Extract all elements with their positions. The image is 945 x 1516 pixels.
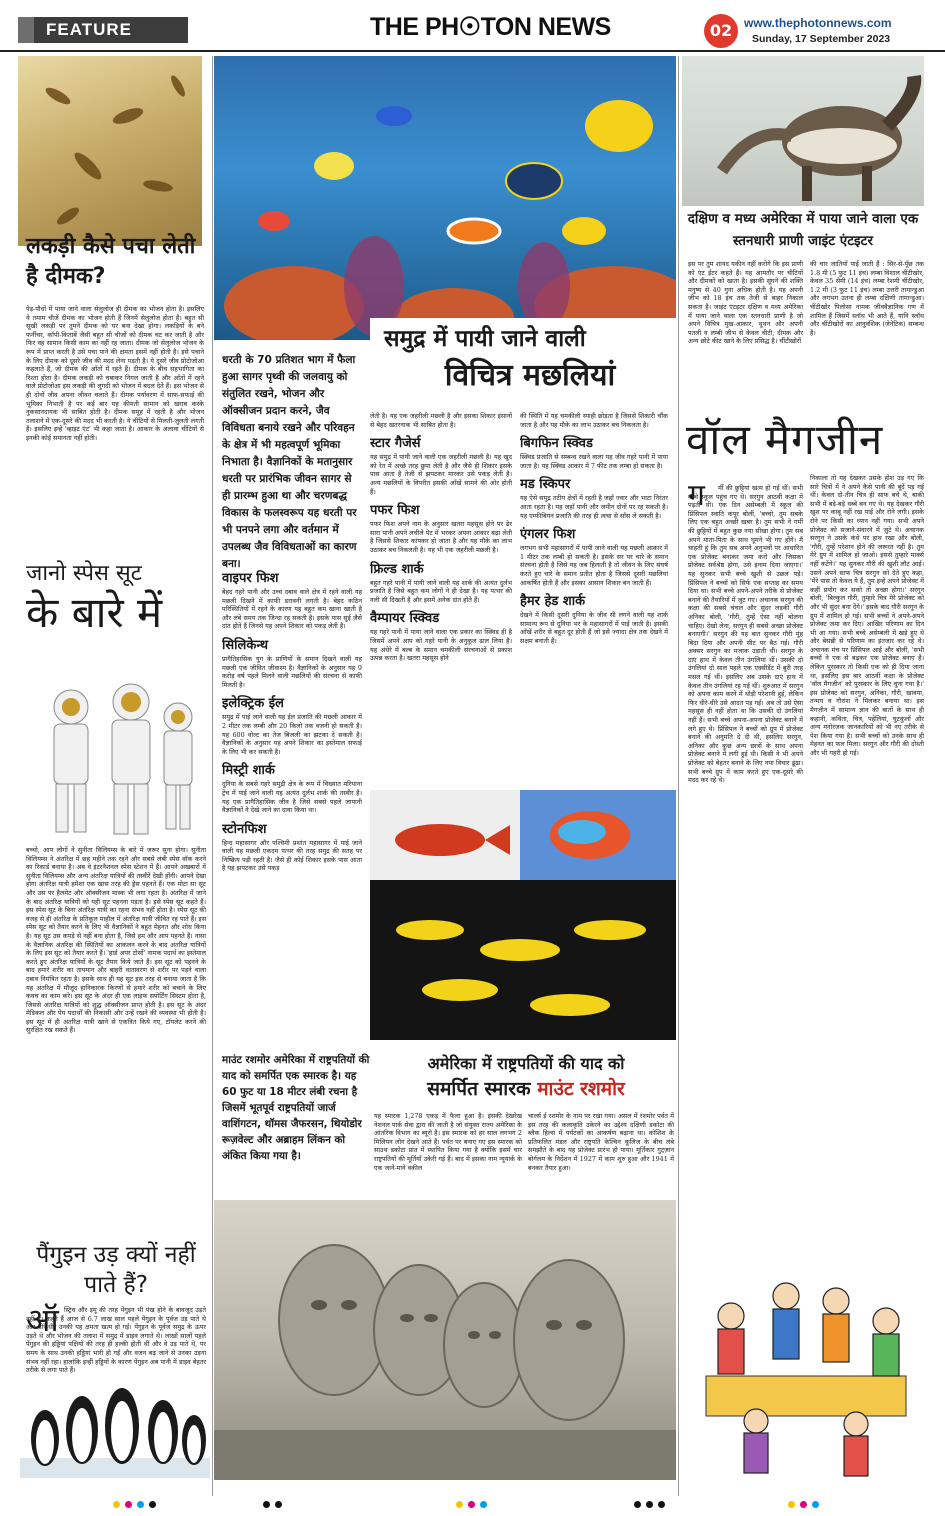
fish-entry-stonefish — [222, 819, 362, 873]
fish-entry-title: हैमर हेड शार्क — [520, 594, 586, 610]
wall-magazine-body-2: निकाला तो यह देखकर उसके होश उड़ गए कि सारे चित्रों में ने अपने कैसे पानी की बूंदें पड़ गई थीं। केवल दो-तीन चित्र ही साफ बचे थे, बाकी सभी में बड़े-बड़े धब्बे बन गए थे। यह देखकर गौरी खुश पर काबू नहीं रख पाई और रोने लगी। इसके रोने पर किसी का ध्यान नहीं गया। सभी अपने प्रोजेक्ट को सजाने-संवारने में जुटे थे। अचानक सरगुन ने उसके कंधे पर हाथ रखा और बोली, 'गौरी, तुम्हें परेशान होने की जरूरत नहीं है। तुम मेरे ग्रुप में शामिल हो जाओ। इससे तुम्हारे मार्क्स नहीं कटेंगे।' यह सुनकर गौरी की खुशी लौट आई। उसने अपने साफ चित्र सरगुन को देते हुए कहा, 'मेरे पास तो केवल ये हैं, तुम इन्हें अपने प्रोजेक्ट में कहीं प्रयोग कर सको तो अच्छा होगा।' सरगुन बोली, 'बिल्कुल गौरी, तुम्हारे चित्र मेरे प्रोजेक्ट को और भी सुंदर बना देंगे।' इसके बाद गौरी सरगुन के ग्रुप में शामिल हो गई। सभी बच्चों ने अपने-अपने प्रोजेक्ट जमा कर दिए। आखिर परिणाम का दिन भी आ गया। सभी बच्चे असेम्बली में खड़े हुए थे और बेसब्री से परिणाम का इंतजार कर रहे थे। अचानक मंच पर प्रिंसिपल आईं और बोलीं, 'सभी बच्चों ने एक से बढ़कर एक प्रोजेक्ट बनाए हैं। लेकिन पुरस्कार तो किसी एक को ही दिया जाना था, इसलिए इस बार आठवीं कक्षा के प्रोजेक्ट 'वॉल मैगजीन' को पुरस्कार के लिए चुना गया है।' इस प्रोजेक्ट को सरगुन, अनिका, गौरी, खावया, तन्मय व गौरांश ने मिलकर बनाया था। इस मैगजीन में सामान्य ज्ञान की बातों के साथ ही कहानी, कविता, चित्र, पहेलियां, चुटकुलों और अन्य मनोरंजक जानकारियों को भी नए तरीके से पेश किया गया है। सभी बच्चों को उनके साथ ही मेहनत का फल मिला। सरगुन और गौरी की दोस्ती और भी गहरी हो गई। — [810, 474, 924, 757]
registration-dot — [812, 1501, 819, 1508]
registration-dot — [634, 1501, 641, 1508]
penguin-body: स्ट्रिच और इमू की तरह पेंगुइन भी पंख होने के बावजूद उड़ते नहीं हैं। कहते हैं आज से 6.7 लाख साल पहले पेंगुइन के पूर्वज उड़ पाते थे और धीरे-धीरे उनकी यह क्षमता खत्म हो गई। पेंगुइन के पूर्वज समुद्र के ऊपर उड़ते थे और भोजन की तलाश में समुद्र में डाइव लगाते थे। लाखों सालों पहले पेंगुइन की हड्डियां पक्षियों की तरह ही हल्की होती थीं और वे उड़ पाते थे, पर समय के साथ उनकी हड्डियां भारी हो गईं और वजन बढ़ जाने से उनका उड़ना संभव नहीं रहा। हालांकि इन्हीं हड्डियों के कारण पेंगुइन अब पानी में डाइव बेहतर तरीके से लगा पाते हैं। — [26, 1306, 206, 1375]
fish-entry-title: वाइपर फिश — [222, 571, 279, 586]
penguin-photo — [20, 1368, 210, 1478]
fish-headline-box — [370, 318, 676, 400]
fish-entry-text: लगभग सभी महासागरों में पायी जाने वाली यह मछली आकार में 1 मीटर तक लम्बी हो सकती है। इसके सर पर चारे के समान संरचना होती है जिसे यह जब हिलाती है तो जीवन के लिए संघर्ष करते हुए चारे के समान प्रतीत होता है जिससे दूसरी मछलियां आकर्षित होती हैं और इसका आसान शिकार बन जाती हैं। — [520, 544, 668, 587]
spacesuit-headline-bottom: के बारे में — [26, 588, 163, 637]
spacesuit-headline-top: जानो स्पेस सूट — [26, 561, 142, 586]
fish-headline-line2: विचित्र मछलियां — [444, 358, 616, 393]
children-drawing — [686, 1246, 924, 1480]
fish-entry-title: मड स्किपर — [520, 477, 571, 493]
fish-collage-illustration — [370, 790, 676, 1040]
rushmore-headline — [378, 1052, 674, 1102]
fish-headline-line1: समुद्र में पायी जाने वाली — [384, 326, 586, 352]
fish-entry-text: समुद्र में पाई जाने वाली यह ईल प्रजाति की मछली आकार में 2 मीटर तक लम्बी और 20 किलो तक वजनी हो सकती है। यह 600 वोल्ट का तेज बिजली का झटका दे सकती है। वैज्ञानिकों के अनुसार यह अपने शिकार का इस्तेमाल सफाई के लिए भी कर सकती है। — [222, 713, 362, 756]
fish-entry-text: यह गहरे पानी में पाया जाने वाला एक प्रकार का स्क्विड ही है जिसमें अपने आप को गहरे पानी के अनुकूल ढाल लिया है। यह अंधेरे में बल्ब के समान चमकीली संरचनाओं से प्रकाश उत्पन्न करता है। खतरा महसूस होने — [370, 628, 512, 663]
registration-dot — [658, 1501, 665, 1508]
fish-entry-electric-eel — [222, 693, 362, 756]
fish-entry-text: हिन्द महासागर और पश्चिमी प्रशांत महासागर में पाई जाने वाली यह मछली एकदम पत्थर की तरह समुद्र की सतह पर निष्क्रिय पड़ी रहती है। जैसे ही कोई शिकार इसके पास आता है यह झपटकर उसे पकड़ — [222, 838, 362, 873]
penguin-illustration — [20, 1368, 210, 1478]
wall-magazine-headline: वॉल मैगजीन — [686, 415, 884, 464]
rushmore-headline-line2a: समर्पित स्मारक — [427, 1078, 538, 1100]
fish-column-1 — [222, 564, 362, 1042]
astronaut-illustration — [26, 672, 206, 842]
wall-magazine-body-1: र्मी की छुट्टियां खत्म हो गई थीं। सभी बच्चे स्कूल पहुंच गए थे। सरगुन आठवीं कक्षा में पढ़ती थी। एक दिन असेम्बली में स्कूल की प्रिंसिपल स्वाति कपूर बोलीं, 'बच्चो, तुम सबके लिए एक बहुत अच्छी खबर है। तुम सभी ने गर्मी की छुट्टियों में बहुत कुछ नया सीखा होगा। तुम सब अपने माता-पिता के साथ घूमने भी गए होंगे। मैं चाहती हूं कि तुम सब अपने अनुभवों पर आधारित एक प्रोजेक्ट बनाकर जमा करो और जिसका प्रोजेक्ट सर्वश्रेष्ठ होगा, उसे इनाम दिया जाएगा।' यह सुनकर सभी बच्चे खुशी से उछल पड़े। प्रिंसिपल ने बच्चों को सिर्फ एक सप्ताह का समय दिया था। सभी बच्चे अपने-अपने तरीके से प्रोजेक्ट बनाने की तैयारियों में जुट गए। अचानक सरगुन की कक्षा की सबसे चंचल और सुंदर लड़की गौरी अनिका बोली, 'गौरी, तुम्हें ऐसा नहीं बोलना चाहिए। देखो लेना, सरगुन ही सबसे अच्छा प्रोजेक्ट बनाएगी।' सरगुन की यह बात सुनकर गौरी मुंह बिदा दिया और अपनी सीट पर बैठ गई। गौरी अक्सर सरगुन का मजाक उड़ाती थी। सरगुन के दाएं हाथ में केवल तीन उंगलियां थीं। उसकी दो उंगलियां दो साल पहले एक एक्सीडेंट में बुरी तरह मसल गई थीं। इसलिए अब उसके दाएं हाथ में केवल तीन उंगलियां रह गई थीं। शुरुआत में सरगुन को अपना काम करने में थोड़ी परेशानी हुई, लेकिन फिर धीरे-धीरे उसे आदत पड़ गई। अब तो उसे ऐसा महसूस ही नहीं होता था कि उसकी दो उंगलियां नहीं हैं। सभी बच्चे अपना-अपना प्रोजेक्ट बनाने में लगे हुए थे। प्रिंसिपल ने बच्चों को ग्रुप में प्रोजेक्ट बनाने की अनुमति दे दी थी, इसलिए सरगुन, अनिका और कुछ अन्य छात्रों के साथ अपना प्रोजेक्ट बनाने में लगी हुई थी। किसी ने भी अपने प्रोजेक्ट को बेहतर बनाने के लिए नया विचार ढूंढा। सभी बच्चे ग्रुप में काम करते हुए एक-दूसरे की मदद कर रहे थे। — [688, 484, 803, 785]
wall-magazine-drop-cap: ग — [688, 478, 705, 513]
fish-column-3-lead: की स्थिति में यह चमकीली स्याही छोड़ता है जिससे शिकारी चौंक जाता है और यह मौके का लाभ उठाकर बच निकलता है। — [520, 412, 668, 429]
fish-entry-title: स्टोनफिश — [222, 821, 267, 837]
fish-entry-text: प्रागैतिहासिक युग के प्राणियों के समान दिखने वाली यह मछली एक जीवित जीवाश्म है। वैज्ञानिकों के अनुसार यह 9 करोड़ वर्ष पहले मिलने वाली मछलियों की संरचना से काफी मिलती है। — [222, 654, 362, 689]
fish-entry-text: देखने में किसी दूसरी दुनिया के जीव सी लगने वाली यह शार्क सामान्य रूप से दुनिया भर के महासागरों में पाई जाती है। इसकी आँखें शरीर से बहुत दूर होती हैं जो इसे ज्यादा क्षेत्र तक देखने में सक्षम बनाती हैं। — [520, 611, 668, 645]
issue-date: Sunday, 17 September 2023 — [752, 33, 891, 45]
registration-dot — [113, 1501, 120, 1508]
registration-dot — [125, 1501, 132, 1508]
fish-entry-text: बहुत गहरे पानी में पायी जाने वाली यह शार्क की अत्यंत दुर्लभ प्रजाति है जिसे बहुत कम लोगों ने ही देखा है। यह पत्थर की नली सी दिखती है और इसमें अनेक दांत होते हैं। — [370, 578, 512, 604]
fish-entry-title: पफर फिश — [370, 503, 420, 519]
rushmore-photo — [214, 1200, 676, 1480]
fish-entry-text: बेहद गहरे पानी और उच्च दबाव वाले क्षेत्र में रहने वाली यह मछली दिखने में काफी डरावनी लगती है। बेहद कठिन परिस्थितियों में रहने के कारण यह बहुत कम खाना खाती है और लंबे समय तक जिन्दा रह सकती है। इसके पास सुई जैसे दांत होते हैं जिनसे यह अपने शिकार को पकड़ लेती है। — [222, 588, 362, 631]
registration-dot — [468, 1501, 475, 1508]
registration-dot — [456, 1501, 463, 1508]
fish-entry-frilled-shark — [370, 559, 512, 605]
fish-entry-title: एंगलर फिश — [520, 527, 576, 543]
anteater-body-1: इस पर तुम शायद यकीन नहीं करोगे कि इस प्राणी को एंट ईटर कहते हैं। यह आमतौर पर चीटियों और दीमकों को खाता है। इसकी सूंघने की शक्ति मनुष्य से 40 गुना अधिक होती है। यह अपनी जीभ को 18 इंच तक तेजी से बाहर निकाल सकता है। जाइंट एंटइटर दक्षिण व मध्य अमेरिका में पाया जाने वाला एक स्तनधारी प्राणी है जो अपने विचित्र मुख-आकार, थूथन और अपनी पतली व लम्बी जीभ से केवल चीटी, दीमक और अन्य छोटे कीट खाने के लिए प्रसिद्ध है। चींटीखोरों — [688, 260, 803, 346]
fish-column-2-lead: लेती है। यह एक जहरीली मछली है और इसका शिकार इंसानों से बेहद खतरनाक भी साबित होता है। — [370, 412, 512, 429]
fish-entry-title: मिस्ट्री शार्क — [222, 763, 275, 779]
fish-photo-collage — [370, 790, 676, 1040]
column-divider — [212, 56, 213, 1496]
registration-dot — [788, 1501, 795, 1508]
spacesuit-headline — [26, 560, 206, 638]
fish-entry-title: वैम्पायर स्क्विड — [370, 611, 440, 627]
termite-body: पेड़-पौधों में पाया जाने वाला सेलुलोज ही दीमक का भोजन होता है। इसलिए ये तमाम चीजें दीमक का भोजन होती हैं जिनमें सेलुलोज होता है। बहुत सी सूखी लकड़ी पर तुमने दीमक को घर बना देखा होगा। लकड़ियों के बने फर्नीचर, कॉपी-किताबें जैसी बहुत सी चीजों को दीमक चट कर जाती है और फिर वह सामान किसी काम का नहीं रह जाता। दीमक जो सेलुलोज भोजन के रूप में प्राप्त करती है उसे पचा पाने की क्षमता इसमें नहीं होती है। इसे पचाने के लिए दीमक को दूसरे जीव की मदद लेना पड़ती है। ये दूसरे जीव प्रोटोजोआ कहलाते हैं, जो दीमक की आँतों में रहते हैं। दीमक के बीच सहभागिता का रिश्ता होता है। दीमक लकड़ी को चबाकर निगल जाती है और आँतों में रहने वाले प्रोटोजोआ इस लकड़ी की लुगदी को भोजन में बदल देते हैं। इस भोजन से ही दोनों जीव अपना जीवन चलाते हैं। दीमक पर्यावरण में साफ-सफाई की भूमिका निभाती है पर कई बार यह कीमती सामान को खराब करके नुकसानदायक भी साबित होती है। दीमक समूह में रहती है और भोजन तलाशने में एक-दूसरे की मदद भी करती है। ये चींटियों से मिलती-जुलती लगती हैं। इसलिए इन्हें 'व्हाइट एंट' भी कहा जाता है। आकार के अलावा चींटियों से इनकी कोई समानता नहीं होती। — [26, 305, 204, 442]
fish-intro: धरती के 70 प्रतिशत भाग में फैला हुआ सागर पृथ्वी की जलवायु को संतुलित रखने, भोजन और ऑक्सीजन प्रदान करने, जैव विविधता बनाये रखने और परिवहन के क्षेत्र में भी महत्वपूर्ण भूमिका निभाता है। वैज्ञानिकों के मतानुसार धरती पर प्रारंभिक जीवन सागर से ही प्रारम्भ हुआ था और चरणबद्ध विकास के फलस्वरूप यह धरती पर भी पनपने लगा और वर्तमान में उपलब्ध जैव विविधताओं का कारण बना। — [222, 354, 357, 570]
website-link[interactable]: www.thephotonnews.com — [744, 16, 892, 30]
fish-entry-bigfin-squid — [520, 433, 668, 470]
termite-headline: लकड़ी कैसे पचा लेती है दीमक? — [26, 234, 196, 289]
rushmore-body-2: चार्ल्स ई रशमोर के नाम पर रखा गया। असल में रशमोर पर्वत में इस तरह की कलाकृति उकेरने का उद्देश्य दक्षिणी डकोटा की ब्लैक हिल्स में पर्यटकों का आकर्षण बढ़ाना था। कोशिश के प्रतिफलित मंडल और राष्ट्रपति केल्विन कूलिज के बीच लंबे समझौते के बाद यह प्रोजेक्ट प्रारंभ हो पाया। मूर्तिकार गुट्ज़ान बोर्गलम के निर्देशन में 1927 में काम शुरु हुआ और 1941 में बनकर तैयार हुआ। — [528, 1112, 674, 1172]
fish-entry-coelacanth — [222, 635, 362, 689]
rushmore-headline-line1: अमेरिका में राष्ट्रपतियों की याद को — [427, 1054, 625, 1073]
registration-dot — [800, 1501, 807, 1508]
fish-entry-angler — [520, 524, 668, 587]
fish-hero-photo — [214, 56, 676, 340]
fish-entry-viper — [222, 568, 362, 631]
fish-entry-text: दुनिया के सबसे गहरे समुद्री क्षेत्र के रूप में विख्यात मरियाना ट्रेंच में पाई जाने वाली यह अत्यंत दुर्लभ शार्क की तस्वीर है। यह एक प्रागैतिहासिक जीव है जिसे सबसे पहले जापानी वैज्ञानिकों ने देखे जाने का दावा किया था। — [222, 780, 362, 815]
registration-dot — [137, 1501, 144, 1508]
penguin-drop-cap: ऑ — [26, 1301, 59, 1339]
masthead — [0, 0, 945, 52]
fish-entry-text: पफर फिश अपने नाम के अनुसार खतरा महसूस होने पर ढेर सारा पानी अपने लचीले पेट में भरकर अपना आकार बढ़ा लेती है जिससे शिकार कांपकर हो जाता है और यह मौके का लाभ उठाकर बच निकलती है। यह भी एक जहरीली मछली है। — [370, 520, 512, 554]
fish-entry-mudskipper — [520, 474, 668, 520]
fish-entry-title: सिलिकेन्थ — [222, 637, 269, 653]
penguin-headline: पैंगुइन उड़ क्यों नहीं पाते हैं? — [36, 1242, 196, 1298]
registration-dot — [149, 1501, 156, 1508]
column-divider — [678, 56, 679, 1496]
astronaut-photo — [26, 672, 206, 842]
fish-entry-title: इलेक्ट्रिक ईल — [222, 696, 284, 712]
fish-entry-hammerhead — [520, 591, 668, 645]
fish-entry-vampire-squid — [370, 608, 512, 662]
fish-entry-puffer — [370, 500, 512, 554]
fish-entry-title: फ्रिल्ड शार्क — [370, 561, 424, 577]
termite-photo — [18, 56, 202, 246]
fish-entry-text: यह समुद्र में पायी जाने वाली एक जहरीली मछली है। यह खुद को रेत में अच्छे तरह छुपा लेती है और जैसे ही शिकार इसके पास आता है तेजी से झपटकर मारकर उसे पकड़ लेती है। अन्य मछलियों के विपरीत इसकी आँखें सामने की ओर होती हैं। — [370, 453, 512, 496]
fish-column-2 — [370, 412, 512, 787]
fish-entry-title: स्टार गैजेर्स — [370, 436, 421, 452]
fish-entry-text: स्क्विड प्रजाति से सम्बन्ध रखने वाला यह जीव गहरे पानी में पाया जाता है। यह स्क्विड आकार में 7 फीट तक लम्बा हो सकता है। — [520, 453, 668, 470]
registration-dot — [480, 1501, 487, 1508]
registration-dot — [275, 1501, 282, 1508]
fish-column-3 — [520, 412, 668, 712]
page-number: 02 — [704, 14, 738, 48]
fish-entry-text: यह ऐसे समुद्र तटीय क्षेत्रों में रहती है जहाँ ज्वार और भाटा निरंतर आता रहता है। यह जहाँ पानी और जमीन दोनों पर रह सकती है। यह एम्फीबियन प्रजाति की तरह ही त्वचा से साँस ले सकती है। — [520, 494, 668, 520]
termite-illustration — [18, 56, 202, 246]
children-illustration — [686, 1246, 924, 1480]
fish-entry-mystery-shark — [222, 760, 362, 814]
fish-entry-stargazer — [370, 433, 512, 496]
registration-dot — [263, 1501, 270, 1508]
newspaper-name: THE PH☉TON NEWS — [370, 13, 611, 41]
printer-registration-marks — [0, 1498, 945, 1512]
rushmore-headline-line2b: माउंट रशमोर — [537, 1078, 625, 1100]
rushmore-body-1: यह स्मारक 1,278 एकड़ में फैला हुआ है। इसकी देखरेख नेशनल पार्क सेवा द्वारा की जाती है जो संयुक्त राज्य अमेरिका के आंतरिक विभाग का ब्यूरो है। इस स्मारक को हर साल लगभग 2 मिलियन लोग देखने आते हैं। पर्वत पर बनाए गए इस स्मारक को साउथ डकोटा प्रांत में स्थापित किया गया है क्योंकि इसमें चार राष्ट्रपतियों की मूर्तियाँ उकेरी गई हैं। बाद में इसका नाम न्यूयार्क के एक जाने-माने वकील — [374, 1112, 522, 1172]
rushmore-illustration — [214, 1200, 676, 1480]
rushmore-intro: माउंट रशमोर अमेरिका में राष्ट्रपतियों की याद को समर्पित एक स्मारक है। यह 60 फुट या 18 मीटर लंबी रचना है जिसमें भूतपूर्व राष्ट्रपतियों जार्ज वाशिंगटन, थॉमस जैफरसन, थियोडोर रूज़वेल्ट और अब्राहम लिंकन को अंकित किया गया है। — [222, 1054, 370, 1162]
anteater-illustration — [682, 56, 924, 206]
anteater-headline: दक्षिण व मध्य अमेरिका में पाया जाने वाला एक स्तनधारी प्राणी जाइंट एंटइटर — [687, 211, 919, 249]
anteater-photo — [682, 56, 924, 206]
reef-illustration — [214, 56, 676, 340]
registration-dot — [646, 1501, 653, 1508]
rushmore-headline-line2 — [378, 1076, 674, 1102]
section-label: FEATURE — [18, 17, 188, 43]
fish-entry-title: बिगफिन स्क्विड — [520, 436, 593, 452]
anteater-body-2: की चार जातियाँ पाई जाती हैं : सिर-से-पूँछ तक 1.8 मी (5 फुट 11 इंच) लम्बा विशाल चींटीखोर, केवल 35 सेमी (14 इंच) लम्बा रेशमी चींटीखोर, 1.2 मी (3 फुट 11 इंच) लम्बा उत्तरी तामान्डुआ और लगभग उतना ही लम्बा दक्षिणी तामान्डुआ। चींटीखोर पिलोसा नामक जीववैज्ञानिक गण में शामिल हैं जिसमें स्लॉथ भी आते हैं, यानि स्लॉथ और चींटीखोरों का आनुवंशिक (जेनेटिक) सम्बन्ध है। — [810, 260, 924, 337]
spacesuit-body: बच्चो, आप लोगों ने सुनीता विलियम्स के बारे में जरूर सुना होगा। सुनीता विलियम्स ने अंतरिक्ष में छह महीने तक रहने और सबसे लंबी स्पेस वॉक करने का रिकार्ड बनाया है। अब वे इंटरनैशनल स्पेस स्टेशन में हैं। आपने अखबारों में सुनीता विलियम्स और अन्य अंतरिक्ष यात्रियों की तस्वीरें देखी होंगी। आपने देखा होगा अंतरिक्ष यात्री हमेशा एक खास तरह की ड्रेस पहनते हैं। एक मोटा सा सूट और उस पर हैलमेट और ऑक्सीजन मास्क भी लगा रहता है। अंतरिक्ष में जाने के बाद अंतरिक्ष यात्रियों को यही सूट पहनना पड़ता है। इसे स्पेस सूट कहते हैं। इस स्पेस सूट के बिना अंतरिक्ष यात्री का रहना संभव नहीं होता है। स्पेस सूट की वजह से ही अंतरिक्ष के प्रतिकूल माहौल में अंतरिक्ष यात्री जीवित रह पाते हैं। इस स्पेस सूट को तैयार करने के लिए भी वैज्ञानिकों ने बहुत मेहनत और शोध किया है। यह सूट उस कपड़े से नहीं बना होता है, जिसे हम और आप पहनते हैं। नासा के वैज्ञानिक अंतरिक्ष की स्थितियों का आकलन करने के बाद अंतरिक्ष यात्रियों के लिए इस सूट को तैयार करते हैं। 'हार्ड अपर टोर्सो' नामक पदार्थ का इस्तेमाल करते हुए अंतरिक्ष यात्रियों के सूट तैयार किये जाते हैं। इस सूट को पहनने के बाद हमारे शरीर का तापमान और बाहरी वातावरण से शरीर पर पड़ने वाला दबाव नियंत्रित रहता है। इसके साथ ही यह सूट इस तरह से बनाया जाता है कि यह अंतरिक्ष में मौजूद हानिकारक किरणों से हमारे शरीर को बचाने के लिए कवच का काम करे। इस सूट के अंदर ही एक लाइफ सपोर्टिंग सिस्टम होता है, जिससे अंतरिक्ष यात्रियों को शुद्ध ऑक्सीजन प्राप्त होती है। इस सूट के अंदर मेडिकल और पेय पदार्थों की निकासी और उन्हें रखने की व्यवस्था भी होती है। इस सूट में ही अंतरिक्ष यात्री खाने से एकत्रित किये गए, टॉयलेट करने की सुरक्षित रख सकते हैं। — [26, 846, 206, 1035]
